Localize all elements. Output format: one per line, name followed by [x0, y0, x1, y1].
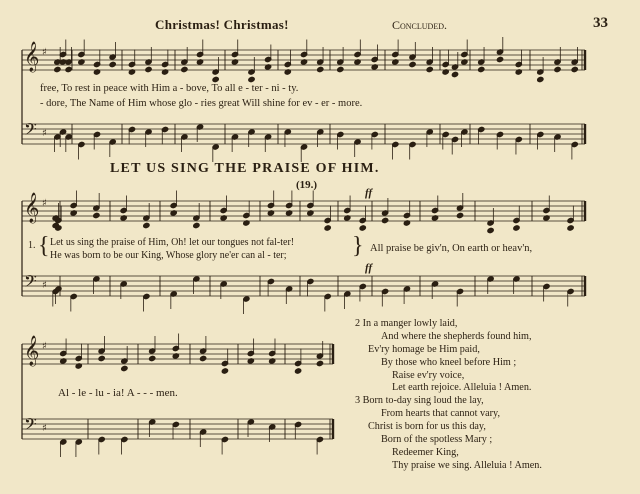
- note-head: [337, 66, 344, 72]
- note-head: [513, 225, 520, 231]
- note-head: [109, 61, 116, 67]
- note-head: [571, 66, 578, 72]
- note-head: [567, 225, 574, 231]
- top-lyric-line-1: free, To rest in peace with Him a - bove, To all e - ter - ni - ty.: [40, 83, 299, 94]
- verse-line: Thy praise we sing. Alleluia ! Amen.: [392, 460, 542, 471]
- key-sharp: ♯: [42, 128, 47, 139]
- note-head: [451, 71, 458, 77]
- alleluia-lyric: Al - le - lu - ia! A - - - men.: [58, 387, 178, 399]
- verse-brace-close: }: [352, 233, 364, 259]
- bass-clef: 𝄢: [24, 271, 37, 295]
- note-head: [54, 66, 61, 72]
- note-head: [324, 225, 331, 231]
- key-sharp: ♯: [42, 198, 47, 209]
- running-title: Christmas! Christmas!: [155, 17, 289, 32]
- verse-line: 2 In a manger lowly laid,: [355, 318, 458, 329]
- top-lyric-line-2: - dore, The Name of Him whose glo - ries great Will shine for ev - er - more.: [40, 98, 363, 109]
- key-sharp: ♯: [42, 47, 47, 58]
- note-head: [382, 217, 389, 223]
- note-head: [317, 66, 324, 72]
- note-head: [121, 365, 128, 371]
- note-head: [145, 66, 152, 72]
- note-head: [295, 368, 302, 374]
- note-head: [316, 360, 323, 366]
- verse-1-line-a: Let us sing the praise of Him, Oh! let our tongues not fal-ter!: [50, 237, 295, 248]
- verse-1-line-b: He was born to be our King, Whose glory ne'er can al - ter;: [50, 250, 287, 261]
- note-head: [98, 355, 105, 361]
- dynamic-mark-treble: ff: [365, 187, 373, 199]
- verse-1-line-c: All praise be giv'n, On earth or heav'n,: [370, 243, 533, 254]
- verse-line: Raise ev'ry voice,: [392, 370, 465, 381]
- verse-line: Born of the spotless Mary ;: [381, 434, 493, 445]
- note-head: [149, 355, 156, 361]
- verse-line: By those who kneel before Him ;: [381, 357, 517, 368]
- note-head: [181, 66, 188, 72]
- note-head: [248, 76, 255, 82]
- key-sharp: ♯: [42, 280, 47, 291]
- note-head: [143, 222, 150, 228]
- note-head: [537, 76, 544, 82]
- verse-line: 3 Born to-day sing loud the lay,: [355, 395, 484, 406]
- note-head: [221, 368, 228, 374]
- page-number: 33: [593, 15, 608, 31]
- hymn-title: LET US SING THE PRAISE OF HIM.: [110, 161, 380, 176]
- treble-clef: 𝄞: [24, 42, 40, 72]
- note-head: [212, 76, 219, 82]
- note-head: [456, 212, 463, 218]
- note-head: [487, 227, 494, 233]
- note-head: [426, 66, 433, 72]
- dynamic-mark-bass: ff: [365, 262, 373, 274]
- verse-brace: {: [38, 233, 50, 259]
- treble-clef: 𝄞: [24, 193, 40, 223]
- verse-line: And where the shepherds found him,: [381, 331, 532, 342]
- verse-line: Let earth rejoice. Alleluia ! Amen.: [392, 382, 532, 393]
- verse-line: Ev'ry homage be Him paid,: [368, 344, 480, 355]
- note-head: [193, 222, 200, 228]
- note-head: [409, 61, 416, 67]
- verse-line: Redeemer King,: [392, 447, 459, 458]
- note-head: [93, 212, 100, 218]
- verse-number: 1.: [28, 240, 36, 251]
- key-sharp: ♯: [42, 423, 47, 434]
- note-head: [478, 66, 485, 72]
- verse-line: Christ is born for us this day,: [368, 421, 486, 432]
- hymn-number: (19.): [296, 179, 318, 191]
- bass-clef: 𝄢: [24, 119, 37, 143]
- note-head: [554, 66, 561, 72]
- note-head: [359, 225, 366, 231]
- running-subtitle: Concluded.: [392, 18, 447, 32]
- note-head: [496, 56, 503, 62]
- note-head: [200, 355, 207, 361]
- note-head: [65, 66, 72, 72]
- bass-clef: 𝄢: [24, 414, 37, 438]
- treble-clef: 𝄞: [24, 336, 40, 366]
- key-sharp: ♯: [42, 341, 47, 352]
- verse-line: From hearts that cannot vary,: [381, 408, 501, 419]
